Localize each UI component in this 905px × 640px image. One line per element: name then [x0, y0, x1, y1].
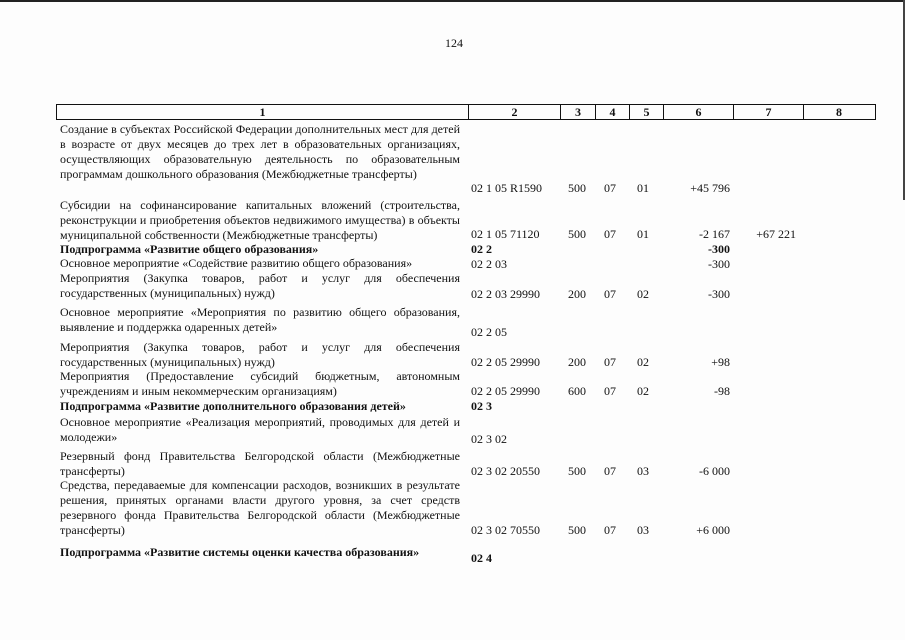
row-name: Субсидии на софинансирование капитальных вложений (строительства, реконструкции и приобретения объектов недвижимого имущества) в объекты муниципальной собственности (Межбюджетные трансферты) [60, 198, 460, 242]
row-col-4: 07 [604, 227, 616, 241]
row-col-3: 500 [568, 227, 586, 241]
row-code: 02 3 02 70550 [471, 523, 540, 537]
row-col-3: 500 [568, 181, 586, 195]
subprogram-title: Подпрограмма «Развитие системы оценки качества образования» [60, 545, 420, 559]
row-col-6: -98 [714, 384, 730, 398]
row-col-6: +45 796 [690, 181, 730, 195]
row-col-4: 07 [604, 464, 616, 478]
row-col-5: 01 [637, 181, 649, 195]
row-col-6: +98 [711, 355, 730, 369]
row-code: 02 2 05 29990 [471, 355, 540, 369]
row-col-3: 500 [568, 523, 586, 537]
row-col-5: 02 [637, 384, 649, 398]
row-code: 02 2 03 29990 [471, 287, 540, 301]
row-code: 02 2 03 [471, 257, 507, 271]
header-col-3: 3 [560, 105, 595, 119]
row-col-5: 01 [637, 227, 649, 241]
row-col-5: 02 [637, 287, 649, 301]
row-code: 02 2 05 29990 [471, 384, 540, 398]
page-top-edge [0, 0, 905, 2]
header-col-4: 4 [595, 105, 629, 119]
row-col-4: 07 [604, 181, 616, 195]
row-col-6: -300 [708, 257, 730, 271]
row-code: 02 3 [471, 399, 492, 413]
row-col-7: +67 221 [756, 227, 796, 241]
row-col-3: 600 [568, 384, 586, 398]
header-col-8: 8 [803, 105, 874, 119]
row-name: Средства, передаваемые для компенсации расходов, возникших в результате решения, принятых органами власти другого уровня, за счет средств резервного фонда Правительства Белгородской области (Межбюджетные трансферты) [60, 478, 460, 537]
row-col-5: 03 [637, 464, 649, 478]
row-col-4: 07 [604, 355, 616, 369]
row-col-6: +6 000 [696, 523, 730, 537]
row-code: 02 4 [471, 551, 492, 565]
row-col-6: -300 [708, 242, 730, 256]
table-header [56, 104, 876, 120]
row-code: 02 1 05 R1590 [471, 181, 543, 195]
row-col-4: 07 [604, 384, 616, 398]
row-code: 02 3 02 20550 [471, 464, 540, 478]
row-col-4: 07 [604, 523, 616, 537]
header-col-1: 1 [259, 105, 266, 119]
row-name: Основное мероприятие «Реализация мероприятий, проводимых для детей и молодежи» [60, 415, 460, 444]
row-code: 02 3 02 [471, 432, 507, 446]
header-col-7: 7 [733, 105, 803, 119]
row-name: Мероприятия (Предоставление субсидий бюджетным, автономным учреждениям и иным некоммерческим организациям) [60, 369, 460, 398]
row-code: 02 2 05 [471, 325, 507, 339]
row-name: Создание в субъектах Российской Федерации дополнительных мест для детей в возрасте от двух месяцев до трех лет в образовательных организациях, осуществляющих образовательную деятельность по образовательным программам дошкольного образования (Межбюджетные трансферты) [60, 122, 460, 181]
row-col-3: 200 [568, 355, 586, 369]
subprogram-title: Подпрограмма «Развитие общего образования» [60, 242, 319, 256]
row-col-3: 500 [568, 464, 586, 478]
row-name: Основное мероприятие «Содействие развитию общего образования» [60, 256, 413, 270]
row-code: 02 2 [471, 242, 492, 256]
row-col-5: 02 [637, 355, 649, 369]
row-col-6: -300 [708, 287, 730, 301]
row-name: Резервный фонд Правительства Белгородской области (Межбюджетные трансферты) [60, 449, 460, 478]
row-col-6: -6 000 [699, 464, 730, 478]
subprogram-title: Подпрограмма «Развитие дополнительного образования детей» [60, 399, 406, 413]
row-name: Основное мероприятие «Мероприятия по развитию общего образования, выявление и поддержка одаренных детей» [60, 305, 460, 334]
row-col-4: 07 [604, 287, 616, 301]
page-number: 124 [445, 36, 463, 50]
row-name: Мероприятия (Закупка товаров, работ и услуг для обеспечения государственных (муниципальных) нужд) [60, 271, 460, 300]
row-col-3: 200 [568, 287, 586, 301]
header-col-5: 5 [629, 105, 663, 119]
row-col-5: 03 [637, 523, 649, 537]
header-col-2: 2 [468, 105, 560, 119]
row-name: Мероприятия (Закупка товаров, работ и услуг для обеспечения государственных (муниципальных) нужд) [60, 340, 460, 369]
header-col-6: 6 [663, 105, 733, 119]
row-col-6: -2 167 [699, 227, 730, 241]
row-code: 02 1 05 71120 [471, 227, 540, 241]
